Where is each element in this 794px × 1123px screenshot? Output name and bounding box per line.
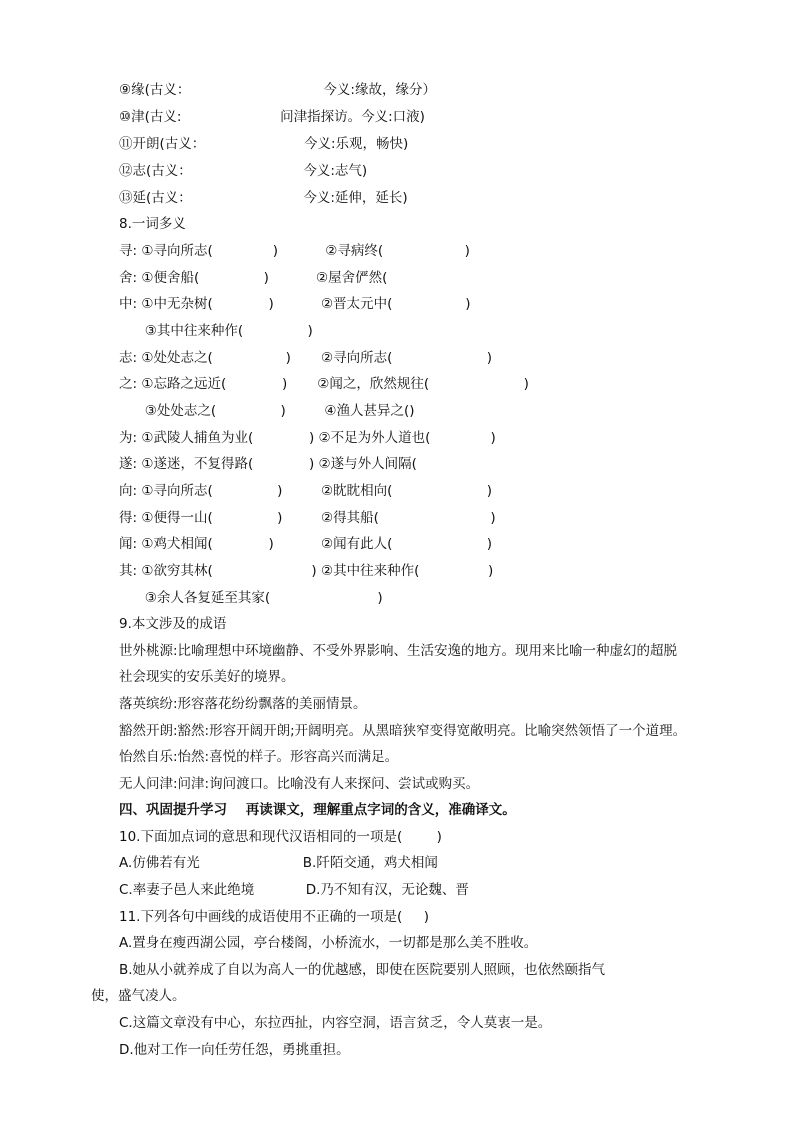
line-ancient-meaning-yuan: ⑨缘(古义： 今义:缘故，缘分）	[119, 82, 436, 98]
polysemy-row-zhi: 志: ①处处志之( ) ②寻向所志( )	[119, 350, 493, 366]
polysemy-row-zhong: 中: ①中无杂树( ) ②晋太元中( )	[119, 296, 471, 312]
section-heading-polysemy: 8.一词多义	[119, 216, 186, 232]
polysemy-row-sui: 遂: ①遂迷，不复得路( ) ②遂与外人间隔(	[119, 456, 417, 472]
idiom-huorankailang: 豁然开朗:豁然:形容开阔开朗;开阔明亮。从黑暗狭窄变得宽敞明亮。比喻突然领悟了一个道理。	[119, 723, 687, 739]
idiom-yiranzile: 怡然自乐:怡然:喜悦的样子。形容高兴而满足。	[119, 749, 399, 765]
line-ancient-meaning-jin: ⑩津(古义: 问津指探访。今义:口液)	[119, 109, 425, 125]
line-ancient-meaning-zhi: ⑫志(古义： 今义:志气)	[119, 163, 368, 179]
line-ancient-meaning-kailang: ⑪开朗(古义： 今义:乐观，畅快)	[119, 136, 409, 152]
idiom-wurenwenjin: 无人问津:问津:询问渡口。比喻没有人来探问、尝试或购买。	[119, 776, 480, 792]
question-11: 11.下列各句中画线的成语使用不正确的一项是( )	[119, 909, 429, 925]
polysemy-row-zhi-particle-cont: ③处处志之( ) ④渔人甚异之()	[119, 403, 415, 419]
polysemy-row-she: 舍: ①便舍船( ) ②屋舍俨然(	[119, 270, 388, 286]
question-10: 10.下面加点词的意思和现代汉语相同的一项是( )	[119, 829, 442, 845]
polysemy-row-de: 得: ①便得一山( ) ②得其船( )	[119, 510, 496, 526]
line-ancient-meaning-yan: ⑬延(古义： 今义:延伸，延长)	[119, 190, 408, 206]
question-11-option-d: D.他对工作一向任劳任怨，勇挑重担。	[119, 1042, 350, 1058]
polysemy-row-zhong-cont: ③其中往来种作( )	[119, 323, 313, 339]
polysemy-row-wei: 为: ①武陵人捕鱼为业( ) ②不足为外人道也( )	[119, 430, 496, 446]
idiom-luoyingbinfen: 落英缤纷:形容落花纷纷飘落的美丽情景。	[119, 696, 367, 712]
section-heading-idioms: 9.本文涉及的成语	[119, 616, 227, 632]
question-10-options-ab: A.仿佛若有光 B.阡陌交通，鸡犬相闻	[119, 855, 438, 871]
idiom-shiwaitaoyuan: 世外桃源:比喻理想中环境幽静、不受外界影响、生活安逸的地方。现用来比喻一种虚幻的超脱	[119, 643, 678, 659]
idiom-shiwaitaoyuan-cont: 社会现实的安乐美好的境界。	[119, 669, 295, 685]
polysemy-row-zhi-particle: 之: ①忘路之远近( ) ②闻之，欣然规往( )	[119, 376, 529, 392]
polysemy-row-qi: 其: ①欲穷其林( ) ②其中往来种作( )	[119, 563, 494, 579]
question-11-option-b-cont: 使，盛气凌人。	[91, 988, 186, 1004]
question-10-options-cd: C.率妻子邑人来此绝境 D.乃不知有汉，无论魏、晋	[119, 882, 469, 898]
polysemy-row-qi-cont: ③余人各复延至其家( )	[119, 590, 383, 606]
question-11-option-a: A.置身在瘦西湖公园，亭台楼阁，小桥流水，一切都是那么美不胜收。	[119, 935, 538, 951]
polysemy-row-xiang: 向: ①寻向所志( ) ②眈眈相向( )	[119, 483, 493, 499]
polysemy-row-xun: 寻: ①寻向所志( ) ②寻病终( )	[119, 243, 470, 259]
question-11-option-b: B.她从小就养成了自以为高人一的优越感，即使在医院要别人照顾，也依然颐指气	[119, 962, 606, 978]
question-11-option-c: C.这篇文章没有中心，东拉西扯，内容空洞，语言贫乏，令人莫衷一是。	[119, 1015, 552, 1031]
section-heading-consolidation: 四、巩固提升学习 再读课文，理解重点字词的含义，准确译文。	[119, 802, 516, 818]
polysemy-row-wen: 闻: ①鸡犬相闻( ) ②闻有此人( )	[119, 536, 493, 552]
